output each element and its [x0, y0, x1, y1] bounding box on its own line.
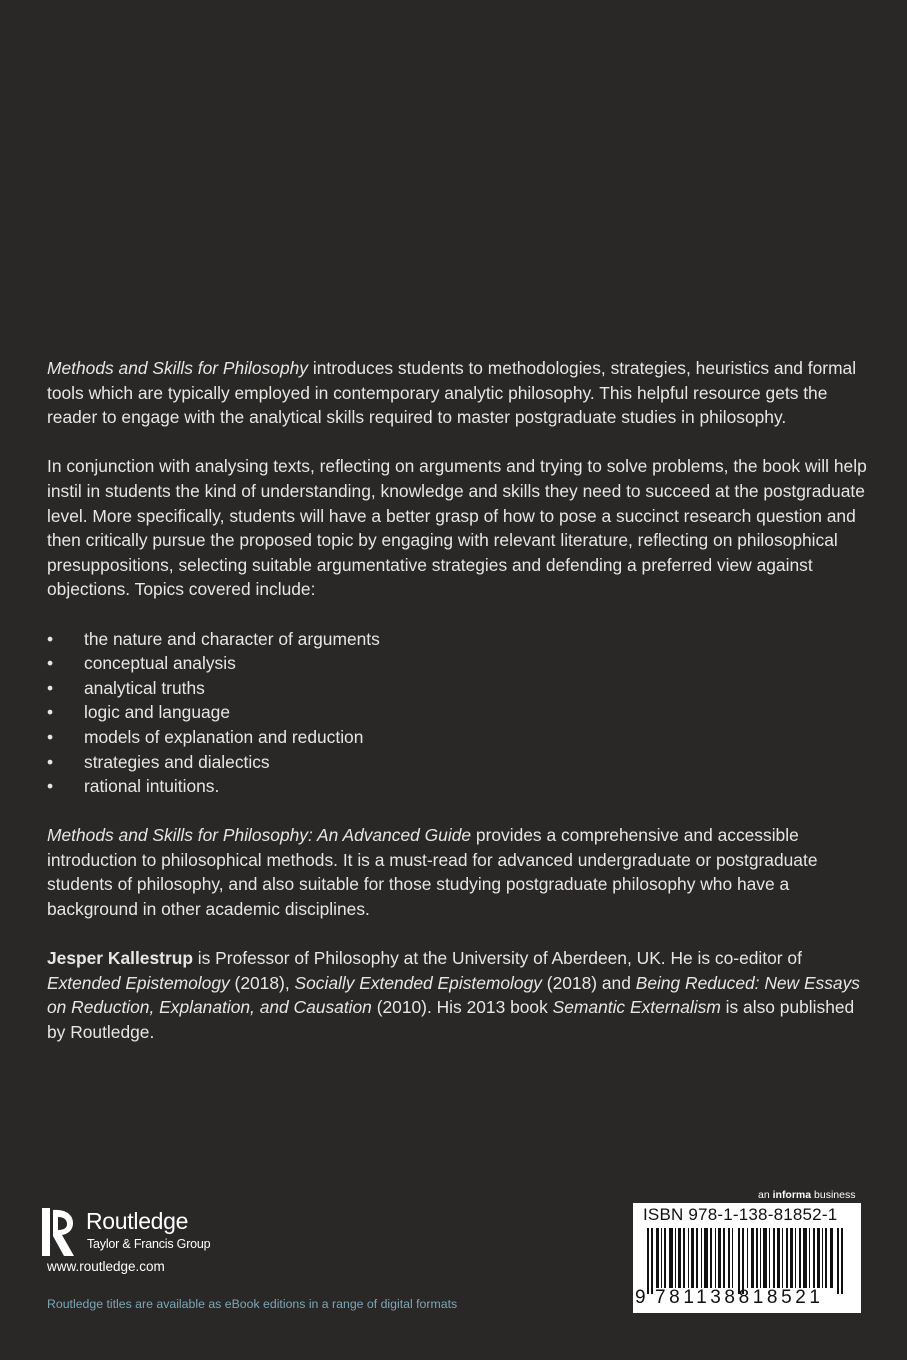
list-item: • logic and language: [47, 700, 867, 725]
author-bio: Jesper Kallestrup is Professor of Philosophy at the University of Aberdeen, UK. He is co-editor of Extended Epistemology (2018), Socially Extended Epistemology (2018) and Being Reduced: New Essays on Reduction, Explanation, and Causation (2010). His 2013 book Semantic Externalism is also published by Routledge.: [47, 948, 860, 1043]
bullet-icon: •: [47, 702, 54, 723]
ebook-note: Routledge titles are available as eBook editions in a range of digital formats: [47, 1297, 458, 1311]
barcode-digits: 9 781138818521: [635, 1287, 824, 1308]
list-item: • strategies and dialectics: [47, 750, 867, 775]
barcode: [633, 1203, 861, 1313]
detail-paragraph: In conjunction with analysing texts, reflecting on arguments and trying to solve problems, the book will help instil in students the kind of understanding, knowledge and skills they need to succeed at the postgraduate level. More specifically, students will have a better grasp of how to pose a succinct research question and then critically pursue the proposed topic by engaging with relevant literature, reflecting on philosophical presuppositions, selecting suitable argumentative strategies and defending a preferred view against objections. Topics covered include:: [47, 456, 867, 600]
publisher-name: Routledge: [86, 1208, 189, 1234]
bullet-icon: •: [47, 653, 54, 674]
list-item: • rational intuitions.: [47, 774, 867, 799]
list-item: • conceptual analysis: [47, 651, 867, 676]
bullet-icon: •: [47, 751, 54, 772]
publisher-logo: [40, 1200, 340, 1260]
routledge-logo-icon: [40, 1206, 80, 1258]
barcode-bars-icon: [647, 1228, 847, 1294]
description-paragraph: Methods and Skills for Philosophy introduces students to methodologies, strategies, heuristics and formal tools which are typically employed in contemporary analytic philosophy. This helpful resource gets the reader to engage with the analytical skills required to master postgraduate studies in philosophy.: [47, 358, 857, 428]
publisher-url[interactable]: www.routledge.com: [47, 1259, 165, 1274]
bullet-icon: •: [47, 726, 54, 747]
book-full-title: Methods and Skills for Philosophy: An Advanced Guide: [47, 825, 472, 846]
list-item: • analytical truths: [47, 676, 867, 701]
isbn-label: ISBN 978-1-138-81852-1: [643, 1205, 838, 1224]
bullet-icon: •: [47, 776, 54, 797]
summary-paragraph: Methods and Skills for Philosophy: An Advanced Guide provides a comprehensive and accessible introduction to philosophical methods. It is a must-read for advanced undergraduate or postgraduate students of philosophy, and also suitable for those studying postgraduate philosophy who have a background in other academic disciplines.: [47, 825, 818, 920]
publisher-group: Taylor & Francis Group: [87, 1237, 211, 1251]
list-item: • models of explanation and reduction: [47, 725, 867, 750]
informa-tagline: an informa business: [758, 1189, 856, 1201]
author-name: Jesper Kallestrup: [47, 948, 193, 969]
list-item: • the nature and character of arguments: [47, 627, 867, 652]
bullet-icon: •: [47, 677, 54, 698]
back-cover-text: [47, 356, 867, 1069]
bullet-icon: •: [47, 628, 54, 649]
book-title: Methods and Skills for Philosophy: [47, 358, 308, 378]
topic-list: [47, 627, 867, 799]
